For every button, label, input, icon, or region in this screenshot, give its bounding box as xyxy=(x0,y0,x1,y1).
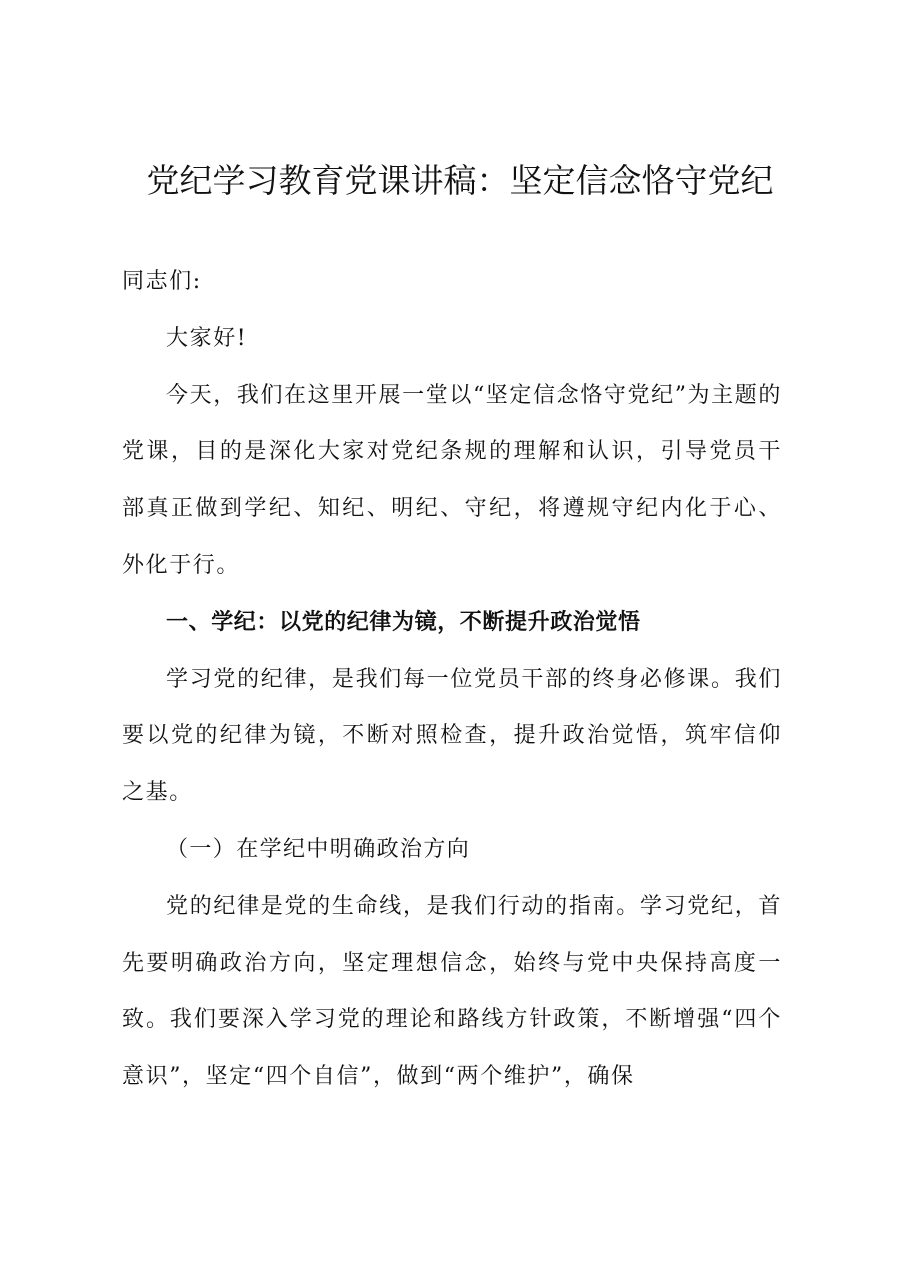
greeting: 大家好! xyxy=(166,325,248,351)
subsection-heading-1: （一）在学纪中明确政治方向 xyxy=(166,836,471,862)
section-paragraph-1: 学习党的纪律，是我们每一位党员干部的终身必修课。我们要以党的纪律为镜，不断对照检查，提升政治觉悟，筑牢信仰之基。 xyxy=(122,666,782,806)
intro-paragraph: 今天，我们在这里开展一堂以“坚定信念恪守党纪”为主题的党课，目的是深化大家对党纪条规的理解和认识，引导党员干部真正做到学纪、知纪、明纪、守纪，将遵规守纪内化于心、外化于行。 xyxy=(122,382,782,578)
document-title: 党纪学习教育党课讲稿：坚定信念恪守党纪 xyxy=(146,161,774,200)
section-heading-1: 一、学纪：以党的纪律为镜，不断提升政治觉悟 xyxy=(166,609,641,635)
document-body xyxy=(122,254,782,1106)
subsection-paragraph-1: 党的纪律是党的生命线，是我们行动的指南。学习党纪，首先要明确政治方向，坚定理想信念，始终与党中央保持高度一致。我们要深入学习党的理论和路线方针政策，不断增强“四个意识”，坚定“四个自信”，做到“两个维护”，确保 xyxy=(122,893,782,1090)
salutation: 同志们: xyxy=(122,269,202,294)
